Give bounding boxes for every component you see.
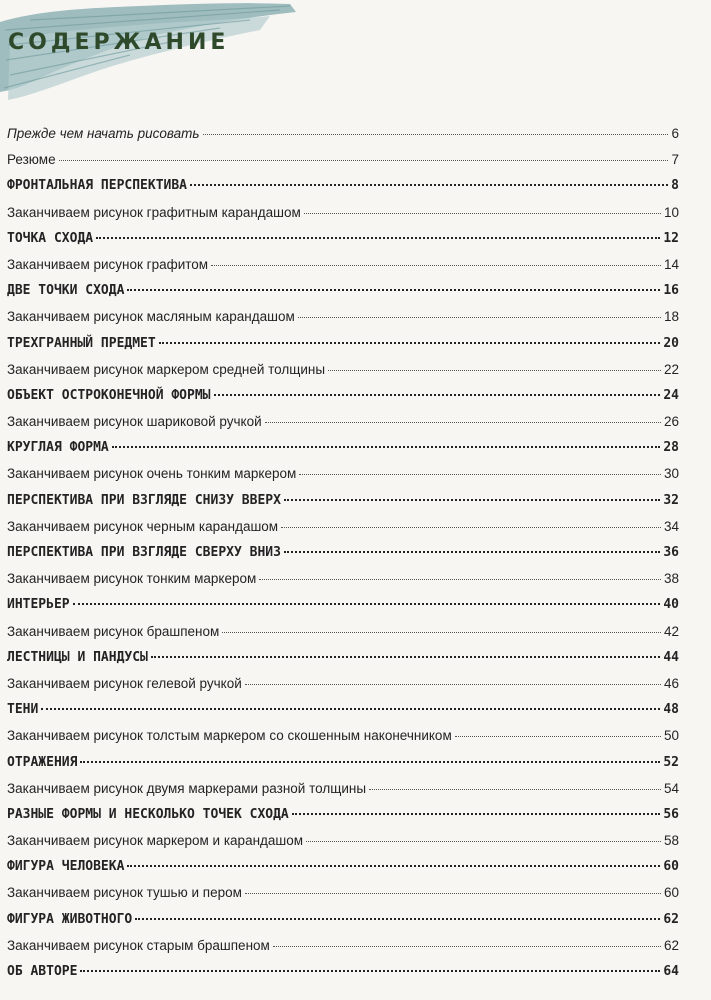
toc-entry-title: ДВЕ ТОЧКИ СХОДА bbox=[7, 283, 125, 299]
toc-page-number: 58 bbox=[663, 833, 679, 849]
toc-entry-title: Заканчиваем рисунок брашпеном bbox=[7, 623, 220, 639]
toc-entry bbox=[7, 619, 679, 645]
toc-entry-title: Заканчиваем рисунок тонким маркером bbox=[7, 571, 257, 587]
toc-page-number: 60 bbox=[663, 885, 679, 901]
toc-entry-title: Заканчиваем рисунок маркером и карандашом bbox=[7, 833, 304, 849]
dot-leader bbox=[73, 603, 661, 605]
toc-page-number: 62 bbox=[663, 937, 679, 953]
toc-entry-title: ФИГУРА ЧЕЛОВЕКА bbox=[7, 859, 125, 875]
toc-page-number: 64 bbox=[663, 964, 679, 979]
toc-entry-title: ФРОНТАЛЬНАЯ ПЕРСПЕКТИВА bbox=[7, 178, 188, 194]
toc-page-number: 50 bbox=[663, 728, 679, 744]
toc-page-number: 34 bbox=[663, 518, 679, 534]
dot-leader bbox=[265, 422, 661, 423]
toc-entry bbox=[7, 828, 679, 854]
toc-entry-title: КРУГЛАЯ ФОРМА bbox=[7, 440, 109, 456]
toc-entry-title: ОБ АВТОРЕ bbox=[7, 964, 78, 979]
toc-entry-title: Прежде чем начать рисовать bbox=[7, 126, 200, 141]
toc-chapter-entry bbox=[7, 173, 679, 199]
toc-chapter-entry bbox=[7, 226, 679, 252]
toc-chapter-entry bbox=[7, 331, 679, 357]
toc-page-number: 18 bbox=[663, 309, 679, 325]
dot-leader bbox=[203, 134, 669, 135]
dot-leader bbox=[273, 946, 661, 947]
dot-leader bbox=[284, 551, 660, 553]
toc-entry bbox=[7, 252, 679, 278]
toc-entry-title: ТРЕХГРАННЫЙ ПРЕДМЕТ bbox=[7, 335, 156, 351]
toc-chapter-entry bbox=[7, 435, 679, 461]
toc-entry-title: Заканчиваем рисунок двумя маркерами разной толщины bbox=[7, 780, 367, 796]
toc-page-number: 42 bbox=[663, 623, 679, 639]
toc-chapter-entry bbox=[7, 802, 679, 828]
toc-page-number: 28 bbox=[663, 440, 679, 456]
dot-leader bbox=[96, 237, 660, 239]
toc-page-number: 12 bbox=[663, 230, 679, 246]
toc-entry-title: ПЕРСПЕКТИВА ПРИ ВЗГЛЯДЕ СВЕРХУ ВНИЗ bbox=[7, 545, 281, 560]
toc-entry-title: ПЕРСПЕКТИВА ПРИ ВЗГЛЯДЕ СНИЗУ ВВЕРХ bbox=[7, 492, 281, 508]
toc-entry bbox=[7, 880, 679, 906]
toc-entry bbox=[7, 121, 679, 147]
toc-entry-title: Заканчиваем рисунок шариковой ручкой bbox=[7, 414, 262, 430]
dot-leader bbox=[259, 579, 661, 580]
dot-leader bbox=[127, 865, 660, 867]
toc-entry-title: ФИГУРА ЖИВОТНОГО bbox=[7, 911, 133, 927]
toc-entry-title: ТЕНИ bbox=[7, 702, 39, 718]
toc-page-number: 26 bbox=[663, 414, 679, 430]
toc-entry bbox=[7, 671, 679, 697]
toc-page-number: 16 bbox=[663, 283, 679, 299]
toc-chapter-entry bbox=[7, 854, 679, 880]
toc-page-number: 20 bbox=[663, 335, 679, 351]
toc-entry-title: Заканчиваем рисунок графитом bbox=[7, 256, 209, 272]
dot-leader bbox=[304, 213, 661, 214]
dot-leader bbox=[80, 970, 660, 972]
toc-page-number: 7 bbox=[671, 152, 679, 168]
toc-entry bbox=[7, 566, 679, 592]
toc-page-number: 32 bbox=[663, 492, 679, 508]
dot-leader bbox=[281, 527, 661, 528]
toc-entry-title: РАЗНЫЕ ФОРМЫ И НЕСКОЛЬКО ТОЧЕК СХОДА bbox=[7, 806, 289, 822]
toc-chapter-entry bbox=[7, 907, 679, 933]
dot-leader bbox=[151, 656, 660, 658]
toc-page-number: 14 bbox=[663, 256, 679, 272]
toc-page-number: 52 bbox=[663, 754, 679, 770]
toc-entry bbox=[7, 357, 679, 383]
toc-entry-title: Заканчиваем рисунок толстым маркером со скошенным наконечником bbox=[7, 728, 452, 744]
toc-page-number: 40 bbox=[663, 597, 679, 613]
dot-leader bbox=[190, 184, 668, 186]
toc-page-number: 54 bbox=[663, 780, 679, 796]
toc-page-number: 62 bbox=[663, 911, 679, 927]
toc-page-number: 48 bbox=[663, 702, 679, 718]
toc-page-number: 30 bbox=[663, 466, 679, 482]
toc-entry bbox=[7, 200, 679, 226]
dot-leader bbox=[41, 708, 660, 710]
dot-leader bbox=[214, 394, 661, 396]
toc-chapter-entry bbox=[7, 592, 679, 618]
dot-leader bbox=[80, 761, 660, 763]
toc-entry bbox=[7, 776, 679, 802]
toc-entry-title: Заканчиваем рисунок масляным карандашом bbox=[7, 309, 295, 325]
dot-leader bbox=[245, 893, 661, 894]
dot-leader bbox=[222, 632, 661, 633]
toc-page-number: 6 bbox=[671, 126, 679, 141]
toc-page-number: 22 bbox=[663, 361, 679, 377]
toc-page-number: 44 bbox=[663, 649, 679, 665]
toc-entry-title: ИНТЕРЬЕР bbox=[7, 597, 70, 613]
toc-page-number: 60 bbox=[663, 859, 679, 875]
toc-entry-title: ОТРАЖЕНИЯ bbox=[7, 754, 78, 770]
toc-chapter-entry bbox=[7, 959, 679, 985]
toc-chapter-entry bbox=[7, 697, 679, 723]
toc-entry-title: ЛЕСТНИЦЫ И ПАНДУСЫ bbox=[7, 649, 148, 665]
toc-page-number: 10 bbox=[663, 204, 679, 220]
toc-page-number: 46 bbox=[663, 675, 679, 691]
toc-entry bbox=[7, 147, 679, 173]
dot-leader bbox=[159, 342, 661, 344]
toc-page-number: 36 bbox=[663, 545, 679, 560]
dot-leader bbox=[211, 265, 661, 266]
toc-entry-title: Заканчиваем рисунок очень тонким маркером bbox=[7, 466, 297, 482]
dot-leader bbox=[298, 317, 661, 318]
dot-leader bbox=[292, 813, 661, 815]
toc-chapter-entry bbox=[7, 645, 679, 671]
toc-entry-title: Резюме bbox=[7, 152, 56, 168]
page-title: СОДЕРЖАНИЕ bbox=[8, 30, 230, 55]
toc-entry bbox=[7, 723, 679, 749]
dot-leader bbox=[328, 370, 661, 371]
dot-leader bbox=[135, 918, 660, 920]
dot-leader bbox=[369, 789, 661, 790]
dot-leader bbox=[127, 289, 660, 291]
toc-page-number: 8 bbox=[671, 178, 679, 194]
toc-entry-title: Заканчиваем рисунок черным карандашом bbox=[7, 518, 279, 534]
toc-entry-title: ОБЪЕКТ ОСТРОКОНЕЧНОЙ ФОРМЫ bbox=[7, 387, 211, 403]
toc-entry bbox=[7, 409, 679, 435]
toc-chapter-entry bbox=[7, 540, 679, 566]
toc-entry-title: Заканчиваем рисунок маркером средней толщины bbox=[7, 361, 326, 377]
toc-entry bbox=[7, 933, 679, 959]
toc-entry-title: Заканчиваем рисунок графитным карандашом bbox=[7, 204, 301, 220]
toc-chapter-entry bbox=[7, 278, 679, 304]
dot-leader bbox=[284, 499, 660, 501]
toc-page-number: 56 bbox=[663, 806, 679, 822]
dot-leader bbox=[59, 160, 669, 161]
toc-entry-title: ТОЧКА СХОДА bbox=[7, 230, 94, 246]
dot-leader bbox=[306, 841, 661, 842]
brush-stroke-decoration bbox=[0, 0, 300, 110]
toc-entry bbox=[7, 514, 679, 540]
toc-entry-title: Заканчиваем рисунок гелевой ручкой bbox=[7, 675, 242, 691]
toc-entry bbox=[7, 304, 679, 330]
toc-chapter-entry bbox=[7, 488, 679, 514]
toc-chapter-entry bbox=[7, 383, 679, 409]
table-of-contents bbox=[7, 121, 679, 985]
dot-leader bbox=[112, 446, 661, 448]
toc-page-number: 24 bbox=[663, 387, 679, 403]
toc-entry bbox=[7, 461, 679, 487]
toc-chapter-entry bbox=[7, 750, 679, 776]
dot-leader bbox=[455, 736, 661, 737]
dot-leader bbox=[299, 474, 661, 475]
dot-leader bbox=[245, 684, 661, 685]
toc-entry-title: Заканчиваем рисунок тушью и пером bbox=[7, 885, 242, 901]
toc-entry-title: Заканчиваем рисунок старым брашпеном bbox=[7, 937, 270, 953]
toc-page-number: 38 bbox=[663, 571, 679, 587]
